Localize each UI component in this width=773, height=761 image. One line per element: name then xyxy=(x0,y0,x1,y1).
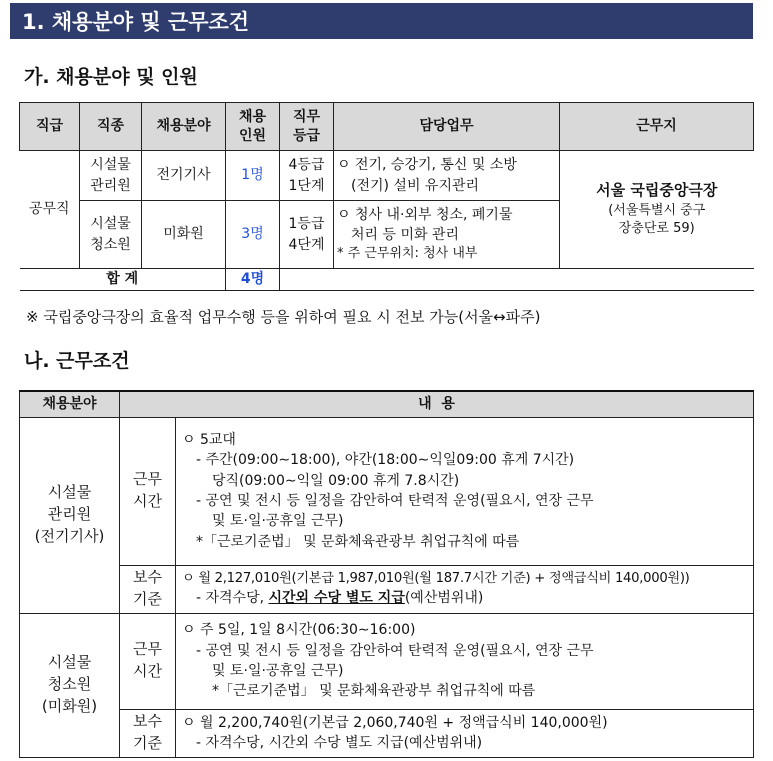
transfer-note: ※ 국립중앙극장의 효율적 업무수행 등을 위하여 필요 시 전보 가능(서울↔파주) xyxy=(26,308,541,326)
duties-cell xyxy=(334,201,560,269)
duty-line: ㅇ 청사 내·외부 청소, 폐기물 xyxy=(337,206,513,223)
hours-content xyxy=(176,613,754,709)
header-content: 내 용 xyxy=(120,391,754,417)
pay-line-post: (예산범위내) xyxy=(404,590,484,607)
total-row xyxy=(20,269,754,291)
pay-label: 보수 기준 xyxy=(120,709,176,757)
table-row xyxy=(20,565,754,613)
hours-line: - 공연 및 전시 등 일정을 감안하여 탄력적 운영(필요시, 연장 근무 xyxy=(196,493,594,509)
header-grade: 직급 xyxy=(20,103,80,151)
pay-content xyxy=(176,565,754,613)
hours-line: 및 토·일·공휴일 근무) xyxy=(212,663,344,679)
pay-line xyxy=(182,588,750,608)
duty-line: * 주 근무위치: 청사 내부 xyxy=(337,246,478,262)
table-row xyxy=(20,151,754,201)
recruitment-table xyxy=(19,102,754,291)
hours-line: - 공연 및 전시 등 일정을 감안하여 탄력적 운영(필요시, 연장 근무 xyxy=(196,642,594,659)
duty-line: ㅇ 전기, 승강기, 통신 및 소방 xyxy=(337,157,517,174)
table-row xyxy=(20,709,754,757)
header-workplace: 근무지 xyxy=(560,103,754,151)
pay-line: - 자격수당, 시간외 수당 별도 지급(예산범위내) xyxy=(196,735,483,751)
section-title-banner xyxy=(10,3,753,39)
header-count: 채용 인원 xyxy=(226,103,280,151)
pay-line: ㅇ 월 2,200,740원(기본급 2,060,740원 + 정액급식비 140,000원) xyxy=(182,714,608,731)
duty-line: (전기) 설비 유지관리 xyxy=(351,177,480,194)
table-row xyxy=(20,613,754,709)
hours-content xyxy=(176,417,754,565)
workplace-name: 서울 국립중앙극장 xyxy=(596,180,718,199)
total-label: 합 계 xyxy=(20,269,226,291)
total-count: 4명 xyxy=(226,269,280,291)
table-row xyxy=(20,417,754,565)
field-cell: 시설물 청소원 (미화원) xyxy=(20,613,120,757)
hours-line: ㅇ 5교대 xyxy=(182,432,236,449)
header-level: 직무 등급 xyxy=(280,103,334,151)
hours-line: 및 토·일·공휴일 근무) xyxy=(212,513,344,530)
grade-cell: 공무직 xyxy=(20,151,80,269)
part-b-title: 나. 근무조건 xyxy=(24,350,130,372)
header-duties: 담당업무 xyxy=(334,103,560,151)
level-cell: 1등급 4단계 xyxy=(280,201,334,269)
workplace-address: (서울특별시 중구 장충단로 59) xyxy=(608,202,706,237)
hours-label: 근무 시간 xyxy=(120,417,176,565)
pay-line: ㅇ 월 2,127,010원(기본급 1,987,010원(월 187.7시간 기준) + 정액급식비 140,000원)) xyxy=(182,571,690,587)
pay-line-emphasis: 시간외 수당 별도 지급 xyxy=(268,590,405,607)
header-field: 채용분야 xyxy=(142,103,226,151)
field-cell: 미화원 xyxy=(142,201,226,269)
conditions-table xyxy=(19,390,754,758)
part-a-title: 가. 채용분야 및 인원 xyxy=(24,66,198,88)
hours-line: *「근로기준법」 및 문화체육관광부 취업규칙에 따름 xyxy=(196,533,520,550)
duty-line: 처리 등 미화 관리 xyxy=(351,227,460,244)
total-empty xyxy=(280,269,754,291)
pay-line-pre: - 자격수당, xyxy=(196,590,269,607)
duties-cell xyxy=(334,151,560,201)
section-title: 1. 채용분야 및 근무조건 xyxy=(22,10,250,34)
hours-line: - 주간(09:00∼18:00), 야간(18:00∼익일09:00 휴게 7시간) xyxy=(196,452,575,469)
header-type: 직종 xyxy=(80,103,142,151)
field-cell: 시설물 관리원 (전기기사) xyxy=(20,417,120,613)
level-cell: 4등급 1단계 xyxy=(280,151,334,201)
hours-line: ㅇ 주 5일, 1일 8시간(06:30∼16:00) xyxy=(182,622,416,639)
hours-line: 당직(09:00∼익일 09:00 휴게 7.8시간) xyxy=(212,472,460,489)
workplace-cell xyxy=(560,151,754,269)
hours-line: *「근로기준법」 및 문화체육관광부 취업규칙에 따름 xyxy=(212,683,536,700)
type-cell: 시설물 관리원 xyxy=(80,151,142,201)
field-cell: 전기기사 xyxy=(142,151,226,201)
header-field: 채용분야 xyxy=(20,391,120,417)
count-cell: 3명 xyxy=(226,201,280,269)
pay-label: 보수 기준 xyxy=(120,565,176,613)
pay-content xyxy=(176,709,754,757)
type-cell: 시설물 청소원 xyxy=(80,201,142,269)
hours-label: 근무 시간 xyxy=(120,613,176,709)
count-cell: 1명 xyxy=(226,151,280,201)
